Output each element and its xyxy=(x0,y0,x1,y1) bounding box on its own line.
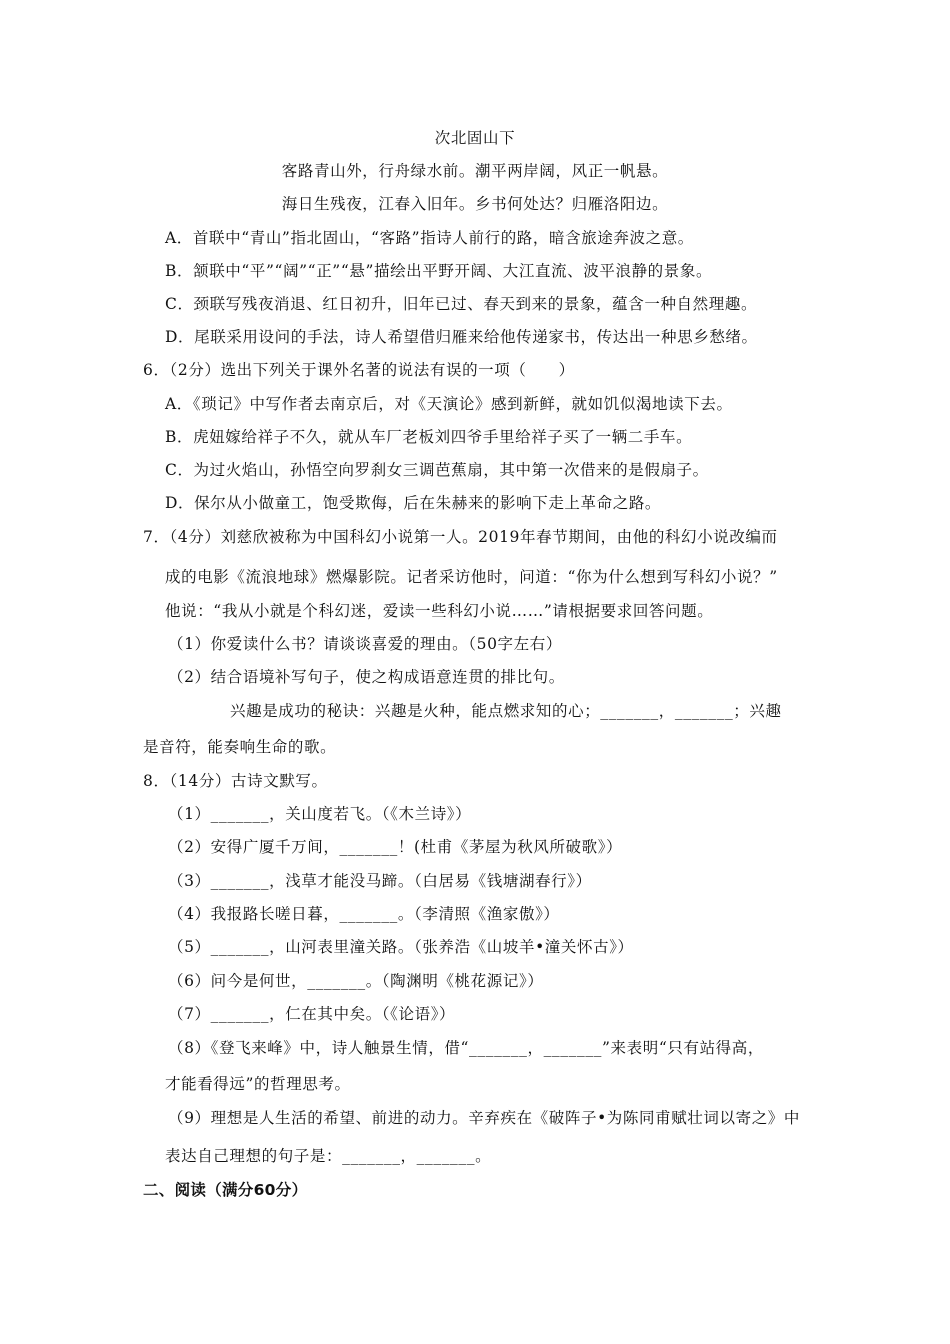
q8-item-7: （7）_______，仁在其中矣。（《论语》） xyxy=(168,1005,456,1023)
poem-title: 次北固山下 xyxy=(434,129,516,147)
q8-item-2: （2）安得广厦千万间，_______！(杜甫《茅屋为秋风所破歌》） xyxy=(168,838,623,856)
poem-line-1: 客路青山外，行舟绿水前。潮平两岸阔，风正一帆悬。 xyxy=(281,162,669,180)
q8-item-4: （4）我报路长嗟日暮，_______。（李清照《渔家傲》） xyxy=(168,905,560,923)
q7-sub-2-line-1: 兴趣是成功的秘诀：兴趣是火种，能点燃求知的心；_______，_______；兴趣 xyxy=(230,702,782,720)
q7-stem-1: 7．（4分）刘慈欣被称为中国科幻小说第一人。2019年春节期间，由他的科幻小说改编而 xyxy=(143,528,778,546)
q8-item-8-line-2: 才能看得远”的哲理思考。 xyxy=(165,1075,351,1093)
q8-stem: 8．（14分）古诗文默写。 xyxy=(143,772,328,790)
q6-option-b: B．虎妞嫁给祥子不久，就从车厂老板刘四爷手里给祥子买了一辆二手车。 xyxy=(165,428,693,446)
q7-sub-2-line-2: 是音符，能奏响生命的歌。 xyxy=(143,738,337,756)
q8-item-3: （3）_______，浅草才能没马蹄。（白居易《钱塘湖春行》） xyxy=(168,872,592,890)
q5-option-a: A．首联中“青山”指北固山，“客路”指诗人前行的路，暗含旅途奔波之意。 xyxy=(165,229,694,247)
q8-item-8-line-1: （8）《登飞来峰》中，诗人触景生情，借“_______，_______”来表明“只有站得高， xyxy=(168,1039,764,1057)
q6-option-c: C．为过火焰山，孙悟空向罗刹女三调芭蕉扇，其中第一次借来的是假扇子。 xyxy=(165,461,709,479)
q5-option-c: C．颈联写残夜消退、红日初升，旧年已过、春天到来的景象，蕴含一种自然理趣。 xyxy=(165,295,758,313)
poem-line-2: 海日生残夜，江春入旧年。乡书何处达？归雁洛阳边。 xyxy=(281,195,669,213)
q5-option-d: D．尾联采用设问的手法，诗人希望借归雁来给他传递家书，传达出一种思乡愁绪。 xyxy=(165,328,758,346)
q7-sub-2: （2）结合语境补写句子，使之构成语意连贯的排比句。 xyxy=(168,668,565,686)
q6-option-a: A．《琐记》中写作者去南京后，对《天演论》感到新鲜，就如饥似渴地读下去。 xyxy=(165,395,733,413)
q8-item-9-line-1: （9）理想是人生活的希望、前进的动力。辛弃疾在《破阵子•为陈同甫赋壮词以寄之》中 xyxy=(168,1109,801,1127)
q8-item-6: （6）问今是何世，_______。（陶渊明《桃花源记》） xyxy=(168,972,544,990)
section-2-heading: 二、阅读（满分60分） xyxy=(143,1181,308,1199)
q6-stem: 6．（2分）选出下列关于课外名著的说法有误的一项（ ） xyxy=(143,361,575,379)
q8-item-1: （1）_______，关山度若飞。（《木兰诗》） xyxy=(168,805,472,823)
q8-item-9-line-2: 表达自己理想的句子是：_______，_______。 xyxy=(165,1147,492,1165)
q7-sub-1: （1）你爱读什么书？请谈谈喜爱的理由。（50字左右） xyxy=(168,635,562,653)
q8-item-5: （5）_______，山河表里潼关路。（张养浩《山坡羊•潼关怀古》） xyxy=(168,938,634,956)
q7-stem-2: 成的电影《流浪地球》燃爆影院。记者采访他时，问道：“你为什么想到写科幻小说？” xyxy=(165,568,778,586)
q5-option-b: B．颔联中“平”“阔”“正”“悬”描绘出平野开阔、大江直流、波平浪静的景象。 xyxy=(165,262,713,280)
q6-option-d: D．保尔从小做童工，饱受欺侮，后在朱赫来的影响下走上革命之路。 xyxy=(165,494,662,512)
q7-stem-3: 他说：“我从小就是个科幻迷，爱读一些科幻小说……”请根据要求回答问题。 xyxy=(165,602,714,620)
